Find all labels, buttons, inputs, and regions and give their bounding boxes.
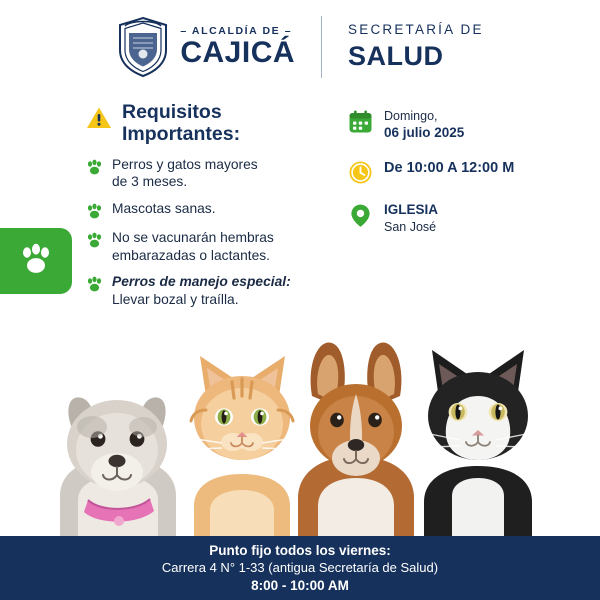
requirements-title-line2: Importantes: — [122, 122, 241, 145]
event-time-line1: De 10:00 A 12:00 M — [384, 159, 515, 176]
coat-of-arms-shield-icon — [116, 16, 170, 78]
event-time-row — [348, 159, 600, 185]
list-item-text — [112, 229, 274, 264]
event-date-line1: Domingo, — [384, 109, 438, 123]
event-time-text — [384, 159, 514, 177]
paw-icon — [86, 159, 103, 176]
requirements-title-line1: Requisitos — [122, 101, 222, 123]
req-4-line1: Perros de manejo especial: — [112, 274, 291, 290]
cat-black-and-white — [424, 350, 532, 536]
warning-triangle-icon — [86, 106, 112, 130]
event-place-line1: IGLESIA — [384, 201, 439, 217]
footer-line1: Punto fijo todos los viernes: — [209, 542, 391, 558]
requirements-list — [86, 156, 330, 309]
list-item — [86, 229, 330, 264]
content — [0, 88, 600, 318]
brand-secretaria — [348, 23, 484, 72]
list-item-text — [112, 156, 258, 191]
paw-icon — [86, 203, 103, 220]
event-date-text — [384, 108, 464, 142]
event-place-line2: San José — [384, 219, 437, 234]
footer — [0, 536, 600, 600]
requirements-title — [122, 102, 240, 146]
brand-text — [180, 26, 295, 69]
municipality-name: CAJICÁ — [180, 36, 296, 70]
green-paw-tab — [0, 228, 72, 294]
paw-icon — [86, 232, 103, 249]
event-date-line2: 06 julio 2025 — [384, 124, 465, 140]
location-pin-icon — [348, 203, 373, 228]
dog-grey-with-pink-collar — [60, 397, 176, 536]
event-place-text — [384, 202, 438, 236]
req-3-line2: embarazadas o lactantes. — [112, 247, 270, 263]
secretaria-label: SECRETARÍA DE — [348, 21, 484, 37]
requirements-title-row — [86, 102, 330, 146]
paw-icon — [86, 276, 103, 293]
dog-brown-tan — [298, 343, 414, 536]
footer-line2: Carrera 4 N° 1-33 (antigua Secretaría de Salud) — [161, 560, 439, 576]
animals-photo-band — [0, 300, 600, 536]
event-info-section — [330, 102, 600, 318]
footer-line3: 8:00 - 10:00 AM — [251, 577, 349, 593]
header-divider — [321, 16, 322, 78]
header — [0, 0, 600, 88]
alcaldia-label: – ALCALDÍA DE – — [180, 24, 293, 37]
secretaria-name: SALUD — [348, 40, 444, 71]
clock-icon — [348, 160, 373, 185]
req-1-line1: Perros y gatos mayores — [112, 156, 258, 172]
list-item — [86, 156, 330, 191]
list-item — [86, 200, 330, 220]
cat-orange-tabby — [191, 356, 293, 536]
req-2-line1: Mascotas sanas. — [112, 200, 216, 216]
list-item-text — [112, 200, 216, 218]
req-1-line2: de 3 meses. — [112, 174, 188, 190]
req-3-line1: No se vacunarán hembras — [112, 229, 274, 245]
paw-icon — [19, 242, 53, 281]
event-place-row — [348, 202, 600, 236]
req-4-line2: Llevar bozal y traílla. — [112, 291, 239, 307]
calendar-icon — [348, 109, 373, 134]
brand-alcaldia — [116, 16, 295, 78]
event-date-row — [348, 108, 600, 142]
